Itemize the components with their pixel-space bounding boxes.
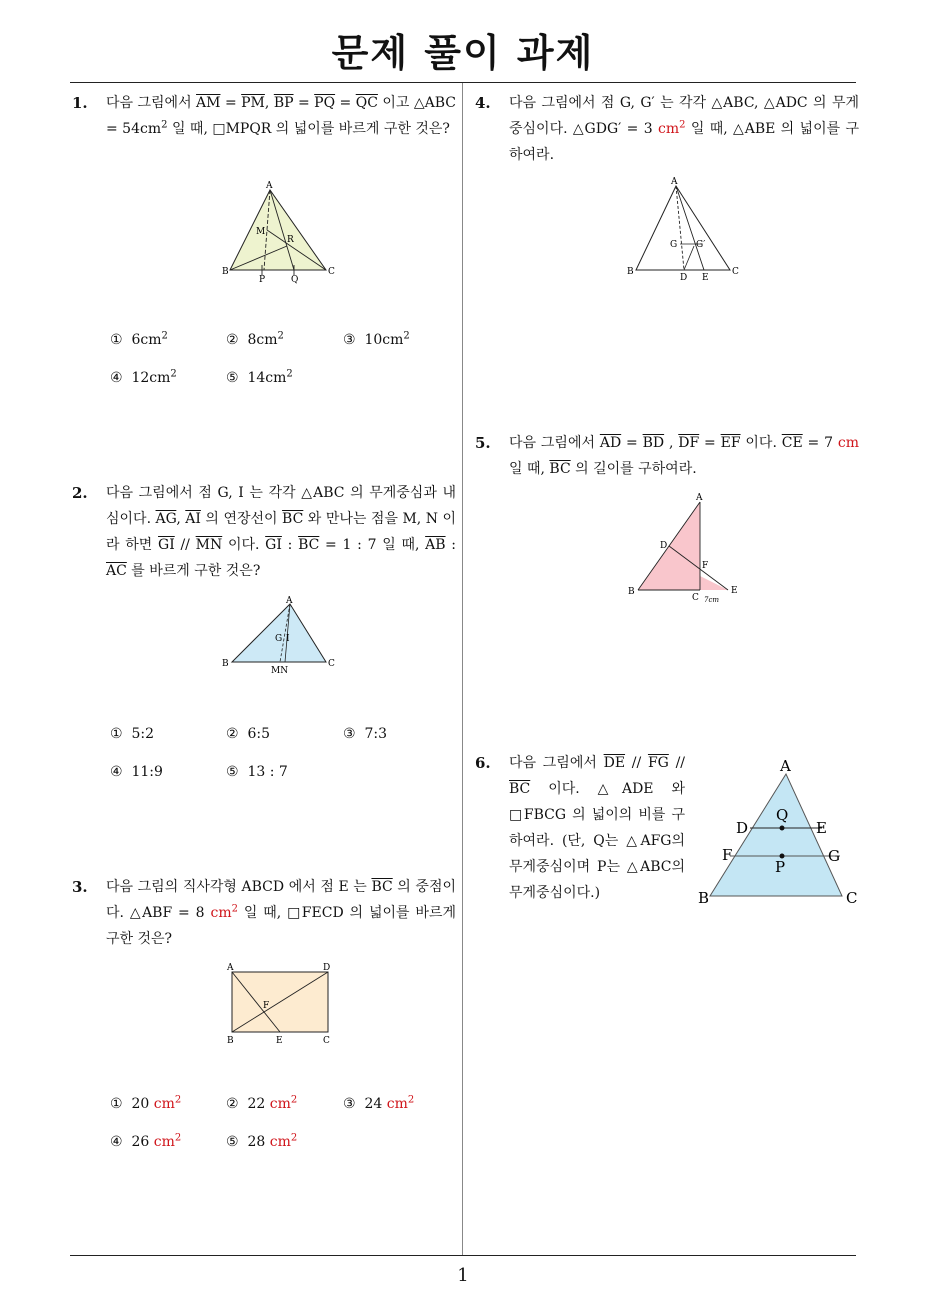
label-B: B: [628, 587, 635, 597]
choice-exponent: 2: [403, 330, 410, 342]
text-segment: cm: [210, 905, 232, 921]
choice-value: 20: [131, 1096, 154, 1112]
column-divider: [462, 83, 463, 1255]
label-B: B: [227, 1036, 234, 1046]
choice-mark: ④: [110, 764, 123, 780]
choice[interactable]: [110, 332, 168, 348]
text-segment: =: [220, 95, 242, 111]
choice-mark: ②: [226, 1096, 239, 1112]
choice[interactable]: [110, 1096, 181, 1112]
choice-exponent: 2: [170, 368, 177, 380]
choice-value: 22: [247, 1096, 270, 1112]
choice-exponent: 2: [290, 1132, 298, 1144]
choice-value: 13 : 7: [247, 764, 288, 780]
choice[interactable]: [343, 332, 410, 348]
label-E: E: [731, 586, 738, 596]
label-M: M: [256, 227, 266, 237]
choice-unit: cm: [153, 1134, 175, 1150]
choice-mark: ②: [226, 332, 239, 348]
text-segment: 의 길이를 구하여라.: [570, 461, 697, 477]
text-segment: ,: [264, 95, 274, 111]
overline-segment: $\overline{BP}$: [273, 95, 294, 111]
text-segment: 일 때,: [509, 461, 550, 477]
choice[interactable]: [226, 370, 293, 386]
overline-segment: $\overline{FG}$: [647, 755, 669, 771]
choice-mark: ⑤: [226, 1134, 239, 1150]
choice[interactable]: [343, 1096, 414, 1112]
overline-segment: $\overline{BC}$: [549, 461, 571, 477]
question-text: [509, 750, 685, 906]
question-text: [509, 90, 859, 168]
label-I: I: [286, 634, 290, 644]
overline-segment: $\overline{AC}$: [106, 563, 127, 579]
question-number: 6.: [475, 754, 491, 772]
question-4: [475, 90, 859, 168]
text-segment: 일 때, □MPQR 의 넓이를 바르게 구한 것은?: [167, 121, 450, 137]
label-Q: Q: [776, 806, 789, 824]
overline-segment: $\overline{BC}$: [298, 537, 320, 553]
text-segment: :: [445, 537, 456, 553]
label-D: D: [680, 273, 688, 283]
overline-segment: $\overline{BC}$: [282, 511, 304, 527]
figure-q2: [218, 592, 340, 678]
overline-segment: $\overline{DF}$: [678, 435, 700, 451]
text-segment: 이다. △ADE 와 □FBCG 의 넓이의 비를 구하여라. (단, Q는 △AFG의 무게중심이며 P는 △ABC의 무게중심이다.): [509, 781, 685, 901]
text-segment: 와 만나는 점을 M, N 이라 하면: [106, 511, 456, 553]
figure-q5: [624, 488, 748, 606]
overline-segment: $\overline{PQ}$: [314, 95, 336, 111]
label-D: D: [736, 819, 749, 837]
choice[interactable]: [110, 764, 163, 780]
choice[interactable]: [226, 1096, 297, 1112]
choice-value: 8cm: [247, 332, 278, 348]
figure-q3: [222, 960, 338, 1048]
overline-segment: $\overline{AM}$: [196, 95, 221, 111]
figure-q6: [696, 758, 864, 908]
top-rule: [70, 82, 856, 83]
label-D: D: [323, 963, 331, 973]
choice-exponent: 2: [290, 1094, 298, 1106]
label-B: B: [222, 267, 229, 277]
choice-value: 24: [364, 1096, 387, 1112]
choice-exponent: 2: [174, 1132, 182, 1144]
choice[interactable]: [343, 726, 387, 742]
text-segment: = 7: [802, 435, 838, 451]
label-A: A: [780, 758, 791, 775]
choice[interactable]: [226, 726, 270, 742]
overline-segment: $\overline{BC}$: [509, 781, 531, 797]
label-B: B: [222, 659, 229, 669]
overline-segment: $\overline{EF}$: [720, 435, 741, 451]
choice-mark: ②: [226, 726, 239, 742]
choice-unit: cm: [269, 1096, 291, 1112]
overline-segment: $\overline{AB}$: [425, 537, 446, 553]
text-segment: 이고 △ABC = 54cm: [106, 95, 457, 137]
text-segment: =: [335, 95, 356, 111]
overline-segment: $\overline{CE}$: [781, 435, 803, 451]
label-MN: MN: [271, 666, 289, 676]
choice[interactable]: [226, 332, 284, 348]
label-C: C: [328, 267, 335, 277]
choice-exponent: 2: [407, 1094, 415, 1106]
question-number: 1.: [72, 94, 88, 112]
label-C: C: [323, 1036, 330, 1046]
text-segment: ,: [664, 435, 679, 451]
overline-segment: $\overline{MN}$: [195, 537, 223, 553]
question-1: [72, 90, 456, 142]
label-B: B: [627, 267, 634, 277]
choice-unit: cm: [153, 1096, 175, 1112]
choice-unit: cm: [269, 1134, 291, 1150]
label-D: D: [660, 541, 668, 551]
text-segment: 다음 그림에서 점 G, I 는 각각 △ABC 의 무게중심과 내심이다.: [106, 485, 456, 527]
label-F: F: [722, 846, 733, 864]
label-A: A: [671, 177, 678, 187]
overline-segment: $\overline{AI}$: [185, 511, 201, 527]
question-3: [72, 874, 456, 952]
choice-value: 14cm: [247, 370, 287, 386]
text-segment: 를 바르게 구한 것은?: [126, 563, 261, 579]
text-segment: cm: [837, 435, 859, 451]
question-5: [475, 430, 859, 482]
choice-mark: ①: [110, 332, 123, 348]
question-number: 3.: [72, 878, 88, 896]
bottom-rule: [70, 1255, 856, 1256]
text-segment: 이다.: [740, 435, 782, 451]
choice-value: 11:9: [131, 764, 163, 780]
overline-segment: $\overline{GI}$: [158, 537, 175, 553]
question-text: [509, 430, 859, 482]
label-G: G: [275, 634, 283, 644]
label-F: F: [263, 1001, 270, 1011]
page-title: 문제 풀이 과제: [331, 31, 595, 75]
label-G: G: [670, 240, 678, 250]
question-number: 2.: [72, 484, 88, 502]
label-C: C: [692, 593, 699, 603]
choice-mark: ④: [110, 1134, 123, 1150]
text-segment: 다음 그림에서: [106, 95, 197, 111]
label-F: F: [702, 561, 709, 571]
label-A: A: [266, 181, 273, 191]
text-segment: =: [621, 435, 643, 451]
question-text: [106, 874, 456, 952]
text-segment: =: [699, 435, 721, 451]
text-segment: 의 연장선이: [200, 511, 283, 527]
overline-segment: $\overline{BD}$: [642, 435, 665, 451]
choice-mark: ①: [110, 1096, 123, 1112]
choice[interactable]: [110, 726, 154, 742]
choice-value: 10cm: [364, 332, 404, 348]
question-2: [72, 480, 456, 584]
text-segment: 이다.: [222, 537, 266, 553]
label-P: P: [259, 275, 266, 285]
choice-mark: ①: [110, 726, 123, 742]
text-segment: = 1 : 7 일 때,: [319, 537, 426, 553]
choice-exponent: 2: [277, 330, 284, 342]
text-segment: =: [293, 95, 315, 111]
choice-exponent: 2: [161, 330, 168, 342]
label-E: E: [702, 273, 709, 283]
question-text: [106, 90, 456, 142]
text-segment: 일 때, □FECD 의 넓이를 바르게 구한 것은?: [106, 905, 457, 947]
text-segment: //: [668, 755, 685, 771]
overline-segment: $\overline{PM}$: [241, 95, 265, 111]
text-segment: 일 때, △ABE 의 넓이를 구하여라.: [509, 121, 859, 163]
overline-segment: $\overline{BC}$: [371, 879, 393, 895]
choice-mark: ⑤: [226, 370, 239, 386]
text-segment: 다음 그림에서: [509, 435, 600, 451]
text-segment: //: [174, 537, 196, 553]
choice[interactable]: [110, 370, 177, 386]
text-segment: ,: [176, 511, 186, 527]
text-segment: 2: [679, 119, 686, 131]
text-segment: :: [281, 537, 299, 553]
page-number: 1: [457, 1265, 469, 1286]
text-segment: 2: [161, 119, 168, 131]
text-segment: cm: [658, 121, 680, 137]
choice-value: 28: [247, 1134, 270, 1150]
choice[interactable]: [226, 764, 288, 780]
choice-mark: ④: [110, 370, 123, 386]
choice-mark: ③: [343, 726, 356, 742]
text-segment: 다음 그림의 직사각형 ABCD 에서 점 E 는: [106, 879, 372, 895]
label-P: P: [775, 858, 786, 876]
label-G: G: [828, 847, 840, 865]
choice-value: 5:2: [131, 726, 154, 742]
choice-exponent: 2: [286, 368, 293, 380]
overline-segment: $\overline{GI}$: [265, 537, 282, 553]
overline-segment: $\overline{AD}$: [599, 435, 622, 451]
overline-segment: $\overline{DE}$: [603, 755, 626, 771]
overline-segment: $\overline{QC}$: [355, 95, 378, 111]
question-6: [475, 750, 685, 906]
text-segment: 다음 그림에서: [509, 755, 604, 771]
choice-value: 6:5: [247, 726, 270, 742]
label-C: C: [732, 267, 739, 277]
figure-q1: [218, 176, 340, 286]
choice-value: 26: [131, 1134, 154, 1150]
label-R: R: [287, 235, 294, 245]
label-G-prime: G′: [696, 240, 706, 250]
text-segment: //: [625, 755, 648, 771]
text-segment: 의 중점이다. △ABF = 8: [106, 879, 456, 921]
overline-segment: $\overline{AG}$: [155, 511, 177, 527]
label-A: A: [696, 493, 703, 503]
choice-unit: cm: [386, 1096, 408, 1112]
question-number: 5.: [475, 434, 491, 452]
question-text: [106, 480, 456, 584]
question-number: 4.: [475, 94, 491, 112]
label-A: A: [227, 963, 234, 973]
label-length: 7cm: [704, 596, 720, 604]
text-segment: 다음 그림에서 점 G, G′ 는 각각 △ABC, △ADC 의 무게중심이다. △GDG′ = 3: [509, 95, 859, 137]
label-A: A: [286, 596, 293, 606]
choice-value: 7:3: [364, 726, 387, 742]
label-E: E: [276, 1036, 283, 1046]
label-Q: Q: [291, 275, 299, 285]
choice-exponent: 2: [174, 1094, 182, 1106]
text-segment: 2: [231, 903, 238, 915]
label-C: C: [846, 889, 858, 907]
label-E: E: [816, 819, 827, 837]
choice[interactable]: [226, 1134, 297, 1150]
choice-mark: ③: [343, 332, 356, 348]
choice-value: 6cm: [131, 332, 162, 348]
choice-mark: ⑤: [226, 764, 239, 780]
figure-q4: [622, 174, 746, 286]
choice-value: 12cm: [131, 370, 171, 386]
choice[interactable]: [110, 1134, 181, 1150]
choice-mark: ③: [343, 1096, 356, 1112]
label-B: B: [698, 889, 710, 907]
label-C: C: [328, 659, 335, 669]
